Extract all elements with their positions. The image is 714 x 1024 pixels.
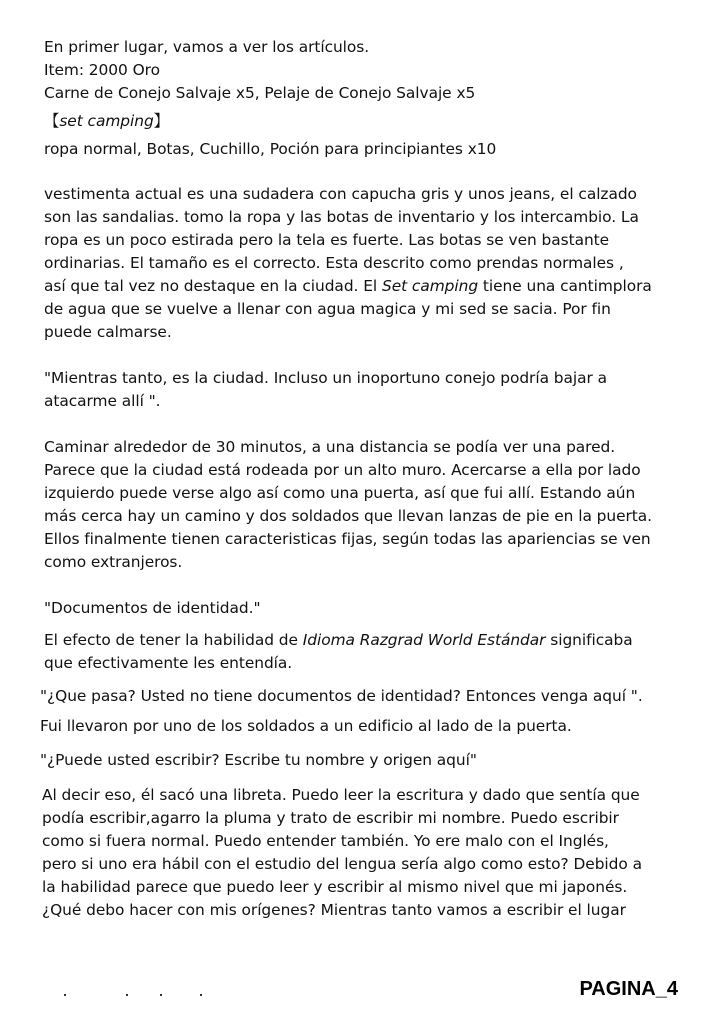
text-fragment: El efecto de tener la habilidad de — [44, 631, 303, 649]
text-line: puede calmarse. — [44, 323, 172, 341]
text-line: vestimenta actual es una sudadera con capucha gris y unos jeans, el calzado — [44, 185, 637, 203]
text-line: podía escribir,agarro la pluma y trato de escribir mi nombre. Puedo escribir — [42, 809, 619, 827]
text-line: "¿Puede usted escribir? Escribe tu nombre y origen aquí" — [40, 751, 477, 769]
bracket-close: 】 — [153, 112, 170, 130]
text-line: de agua que se vuelve a llenar con agua magica y mi sed se sacia. Por fin — [44, 300, 611, 318]
text-line: Carne de Conejo Salvaje x5, Pelaje de Conejo Salvaje x5 — [44, 84, 476, 102]
text-fragment: tiene una cantimplora — [478, 277, 652, 295]
text-line: atacarme allí ". — [44, 392, 161, 410]
cut-off-text-fragments — [64, 990, 224, 998]
text-line-with-italic — [44, 629, 633, 651]
text-line: "Documentos de identidad." — [44, 599, 261, 617]
text-line: ¿Qué debo hacer con mis orígenes? Mientras tanto vamos a escribir el lugar — [42, 901, 626, 919]
text-line: Caminar alrededor de 30 minutos, a una distancia se podía ver una pared. — [44, 438, 616, 456]
text-line: más cerca hay un camino y dos soldados que llevan lanzas de pie en la puerta. — [44, 507, 653, 525]
text-line: En primer lugar, vamos a ver los artículos. — [44, 38, 370, 56]
text-line: Fui llevaron por uno de los soldados a un edificio al lado de la puerta. — [40, 717, 572, 735]
text-line: que efectivamente les entendía. — [44, 654, 293, 672]
text-line: son las sandalias. tomo la ropa y las botas de inventario y los intercambio. La — [44, 208, 639, 226]
italic-fragment: Set camping — [381, 277, 479, 295]
set-camping-label: set camping — [59, 112, 154, 130]
text-line: "¿Que pasa? Usted no tiene documentos de identidad? Entonces venga aquí ". — [40, 687, 643, 705]
text-line-with-italic — [44, 275, 652, 297]
text-line: la habilidad parece que puedo leer y escribir al mismo nivel que mi japonés. — [42, 878, 628, 896]
text-fragment: así que tal vez no destaque en la ciudad. El — [44, 277, 382, 295]
bracket-open: 【 — [44, 112, 60, 130]
text-line: Al decir eso, él sacó una libreta. Puedo leer la escritura y dado que sentía que — [42, 786, 640, 804]
italic-fragment: Idioma Razgrad World Estándar — [302, 631, 546, 649]
text-line: ropa normal, Botas, Cuchillo, Poción para principiantes x10 — [44, 140, 497, 158]
text-line: pero si uno era hábil con el estudio del lengua sería algo como esto? Debido a — [42, 855, 642, 873]
text-line: Item: 2000 Oro — [44, 61, 160, 79]
section-heading-set-camping — [44, 110, 169, 132]
text-line: izquierdo puede verse algo así como una puerta, así que fui allí. Estando aún — [44, 484, 636, 502]
text-line: ordinarias. El tamaño es el correcto. Esta descrito como prendas normales , — [44, 254, 624, 272]
text-line: Parece que la ciudad está rodeada por un alto muro. Acercarse a ella por lado — [44, 461, 641, 479]
text-line: ropa es un poco estirada pero la tela es fuerte. Las botas se ven bastante — [44, 231, 610, 249]
text-line: "Mientras tanto, es la ciudad. Incluso un inoportuno conejo podría bajar a — [44, 369, 607, 387]
text-line: como extranjeros. — [44, 553, 183, 571]
text-line: Ellos finalmente tienen caracteristicas fijas, según todas las apariencias se ven — [44, 530, 651, 548]
page-number: PAGINA_4 — [579, 978, 678, 1000]
text-fragment: significaba — [545, 631, 633, 649]
text-line: como si fuera normal. Puedo entender también. Yo ere malo con el Inglés, — [42, 832, 609, 850]
